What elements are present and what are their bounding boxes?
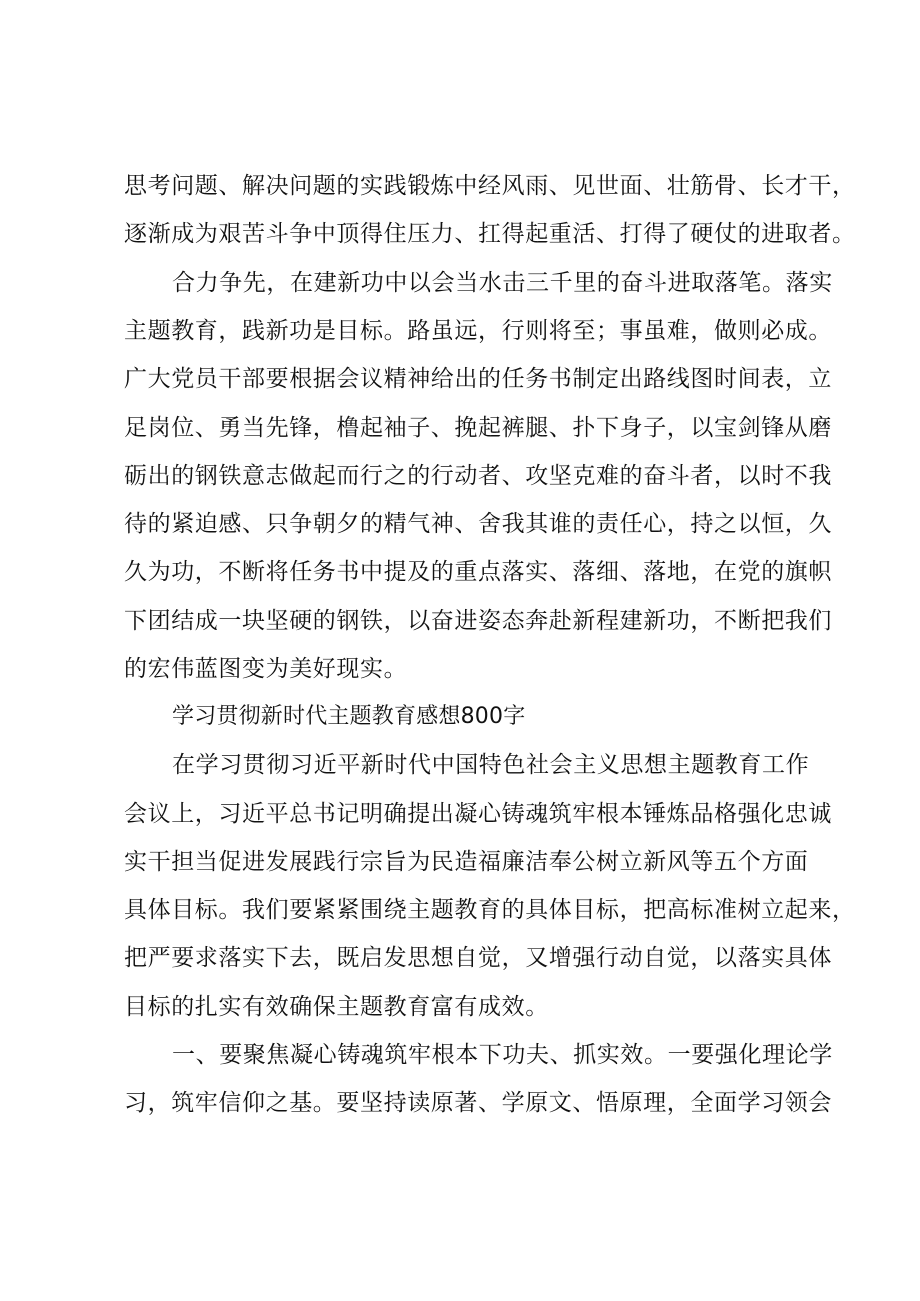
text-line: 久为功，不断将任务书中提及的重点落实、落细、落地，在党的旗帜 (124, 559, 832, 585)
text-line: 待的紧迫感、只争朝夕的精气神、舍我其谁的责任心，持之以恒，久 (124, 511, 832, 537)
text-line: 把严要求落实下去，既启发思想自觉，又增强行动自觉，以落实具体 (124, 945, 832, 971)
text-line: 逐渐成为艰苦斗争中顶得住压力、扛得起重活、打得了硬仗的进取者。 (124, 221, 856, 247)
paragraph-first-line: 在学习贯彻习近平新时代中国特色社会主义思想主题教育工作 (172, 752, 810, 778)
text-line: 砺出的钢铁意志做起而行之的行动者、攻坚克难的奋斗者，以时不我 (124, 463, 832, 489)
text-line: 的宏伟蓝图变为美好现实。 (124, 656, 408, 682)
paragraph-first-line: 一、要聚焦凝心铸魂筑牢根本下功夫、抓实效。一要强化理论学 (172, 1042, 833, 1068)
text-line: 实干担当促进发展践行宗旨为民造福廉洁奉公树立新风等五个方面 (124, 849, 809, 875)
text-line: 具体目标。我们要紧紧围绕主题教育的具体目标，把高标准树立起来， (124, 897, 856, 923)
text-line: 目标的扎实有效确保主题教育富有成效。 (124, 994, 549, 1020)
text-line: 下团结成一块坚硬的钢铁，以奋进姿态奔赴新程建新功，不断把我们 (124, 608, 832, 634)
text-line: 足岗位、勇当先锋，橹起袖子、挽起裤腿、扑下身子，以宝剑锋从磨 (124, 415, 832, 441)
paragraph-first-line: 合力争先，在建新功中以会当水击三千里的奋斗进取落笔。落实 (172, 270, 833, 296)
text-line: 思考问题、解决问题的实践锻炼中经风雨、见世面、壮筋骨、长才干， (124, 173, 856, 199)
text-line: 习，筑牢信仰之基。要坚持读原著、学原文、悟原理，全面学习领会 (124, 1090, 832, 1116)
text-line: 会议上，习近平总书记明确提出凝心铸魂筑牢根本锤炼品格强化忠诚 (124, 801, 832, 827)
section-title: 学习贯彻新时代主题教育感想800字 (172, 704, 526, 729)
text-line: 主题教育，践新功是目标。路虽远，行则将至；事虽难，做则必成。 (124, 318, 832, 344)
text-line: 广大党员干部要根据会议精神给出的任务书制定出路线图时间表，立 (124, 366, 832, 392)
